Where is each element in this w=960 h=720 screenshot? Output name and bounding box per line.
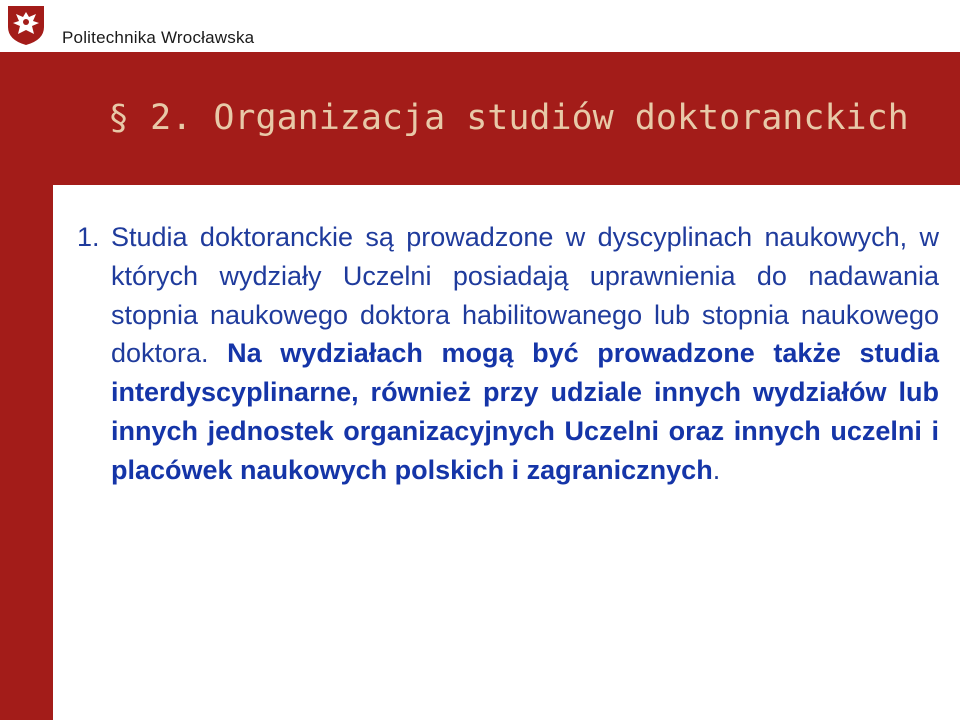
institution-name: Politechnika Wrocławska [62,28,255,47]
slide-title: § 2. Organizacja studiów doktoranckich [108,98,909,138]
left-decorative-stripe [0,52,53,720]
slide-content [77,218,939,490]
list-item-number: 1. [77,222,100,252]
header-bar [0,0,960,52]
university-eagle-logo-icon [4,3,48,47]
list-item-bold-text: Na wydziałach mogą być prowadzone także studia interdyscyplinarne, również przy udziale innych wydziałów lub innych jednostek organizacyjnych Uczelni oraz innych uczelni i placówek naukowych polskich i zagranicznych [111,338,939,485]
list-item-text [111,218,939,490]
list-item-normal-text: Studia doktoranckie są prowadzone w dyscyplinach naukowych, w których wydziały Uczelni posiadają uprawnienia do nadawania stopnia naukowego doktora habilitowanego lub stopnia naukowego doktora. [111,222,939,369]
list-item [77,218,939,490]
list-item-ending: . [712,454,721,485]
